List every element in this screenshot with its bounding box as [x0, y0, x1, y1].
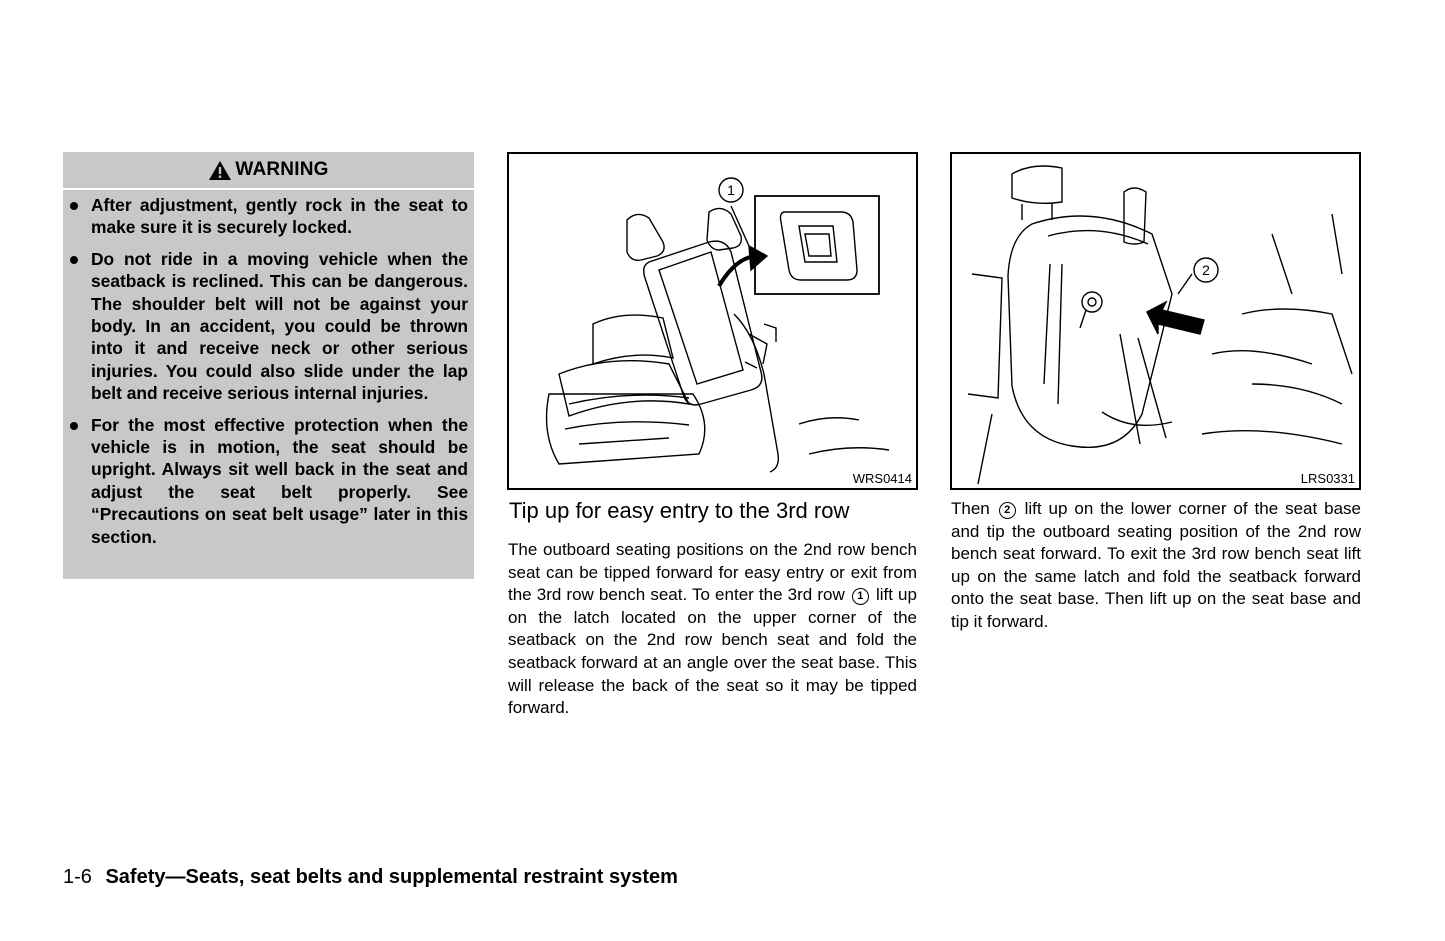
figure-seat-base-latch: [950, 152, 1361, 490]
figure-seatback-latch: [507, 152, 918, 490]
figure2-code: LRS0331: [1300, 471, 1355, 486]
warning-list: [63, 194, 474, 557]
paragraph-tip-seat: Then 2 lift up on the lower corner of the seat base and tip the outboard seating position of the 2nd row bench seat forward. To exit the 3rd row bench seat lift up on the same latch and fold the seatback forward onto the seat base. Then lift up on the seat base and tip it forward.: [951, 499, 1362, 631]
warning-divider: [63, 188, 474, 190]
callout-1-icon: 1: [852, 588, 869, 605]
bullet-icon: [70, 202, 78, 210]
figure2-callout: 2: [1202, 262, 1210, 278]
figure1-callout: 1: [727, 182, 735, 198]
warning-title: WARNING: [235, 159, 329, 180]
seat-illustration-2: [952, 154, 1359, 488]
warning-item: Do not ride in a moving vehicle when the seatback is reclined. This can be dangerous. The shoulder belt will not be against your body. In an accident, you could be thrown into it and receive neck or other serious injuries. You could also slide under the lap belt and receive serious internal injuries.: [63, 248, 474, 405]
warning-header: [63, 152, 474, 188]
warning-triangle-icon: [208, 160, 232, 181]
warning-item: After adjustment, gently rock in the seat to make sure it is securely locked.: [63, 194, 474, 239]
bullet-icon: [70, 256, 78, 264]
page-number: 1-6: [63, 866, 92, 888]
seat-illustration-1: [509, 154, 916, 488]
figure1-code: WRS0414: [852, 471, 912, 486]
section-heading: Tip up for easy entry to the 3rd row: [509, 498, 850, 523]
warning-box: [63, 152, 474, 579]
warning-item: For the most effective protection when the vehicle is in motion, the seat should be upright. Always sit well back in the seat and adjust the seat belt properly. See “Precautions on seat belt usage” later in this section.: [63, 414, 474, 548]
footer-title: Safety—Seats, seat belts and supplemental restraint system: [105, 866, 678, 888]
bullet-icon: [70, 422, 78, 430]
callout-2-icon: 2: [999, 502, 1016, 519]
paragraph-enter-3rd-row: The outboard seating positions on the 2nd row bench seat can be tipped forward for easy entry or exit from the 3rd row bench seat. To enter the 3rd row 1 lift up on the latch located on the upper corner of the seatback on the 2nd row bench seat and fold the seatback forward at an angle over the seat base. This will release the back of the seat so it may be tipped forward.: [508, 540, 917, 718]
page-footer: [63, 866, 678, 889]
